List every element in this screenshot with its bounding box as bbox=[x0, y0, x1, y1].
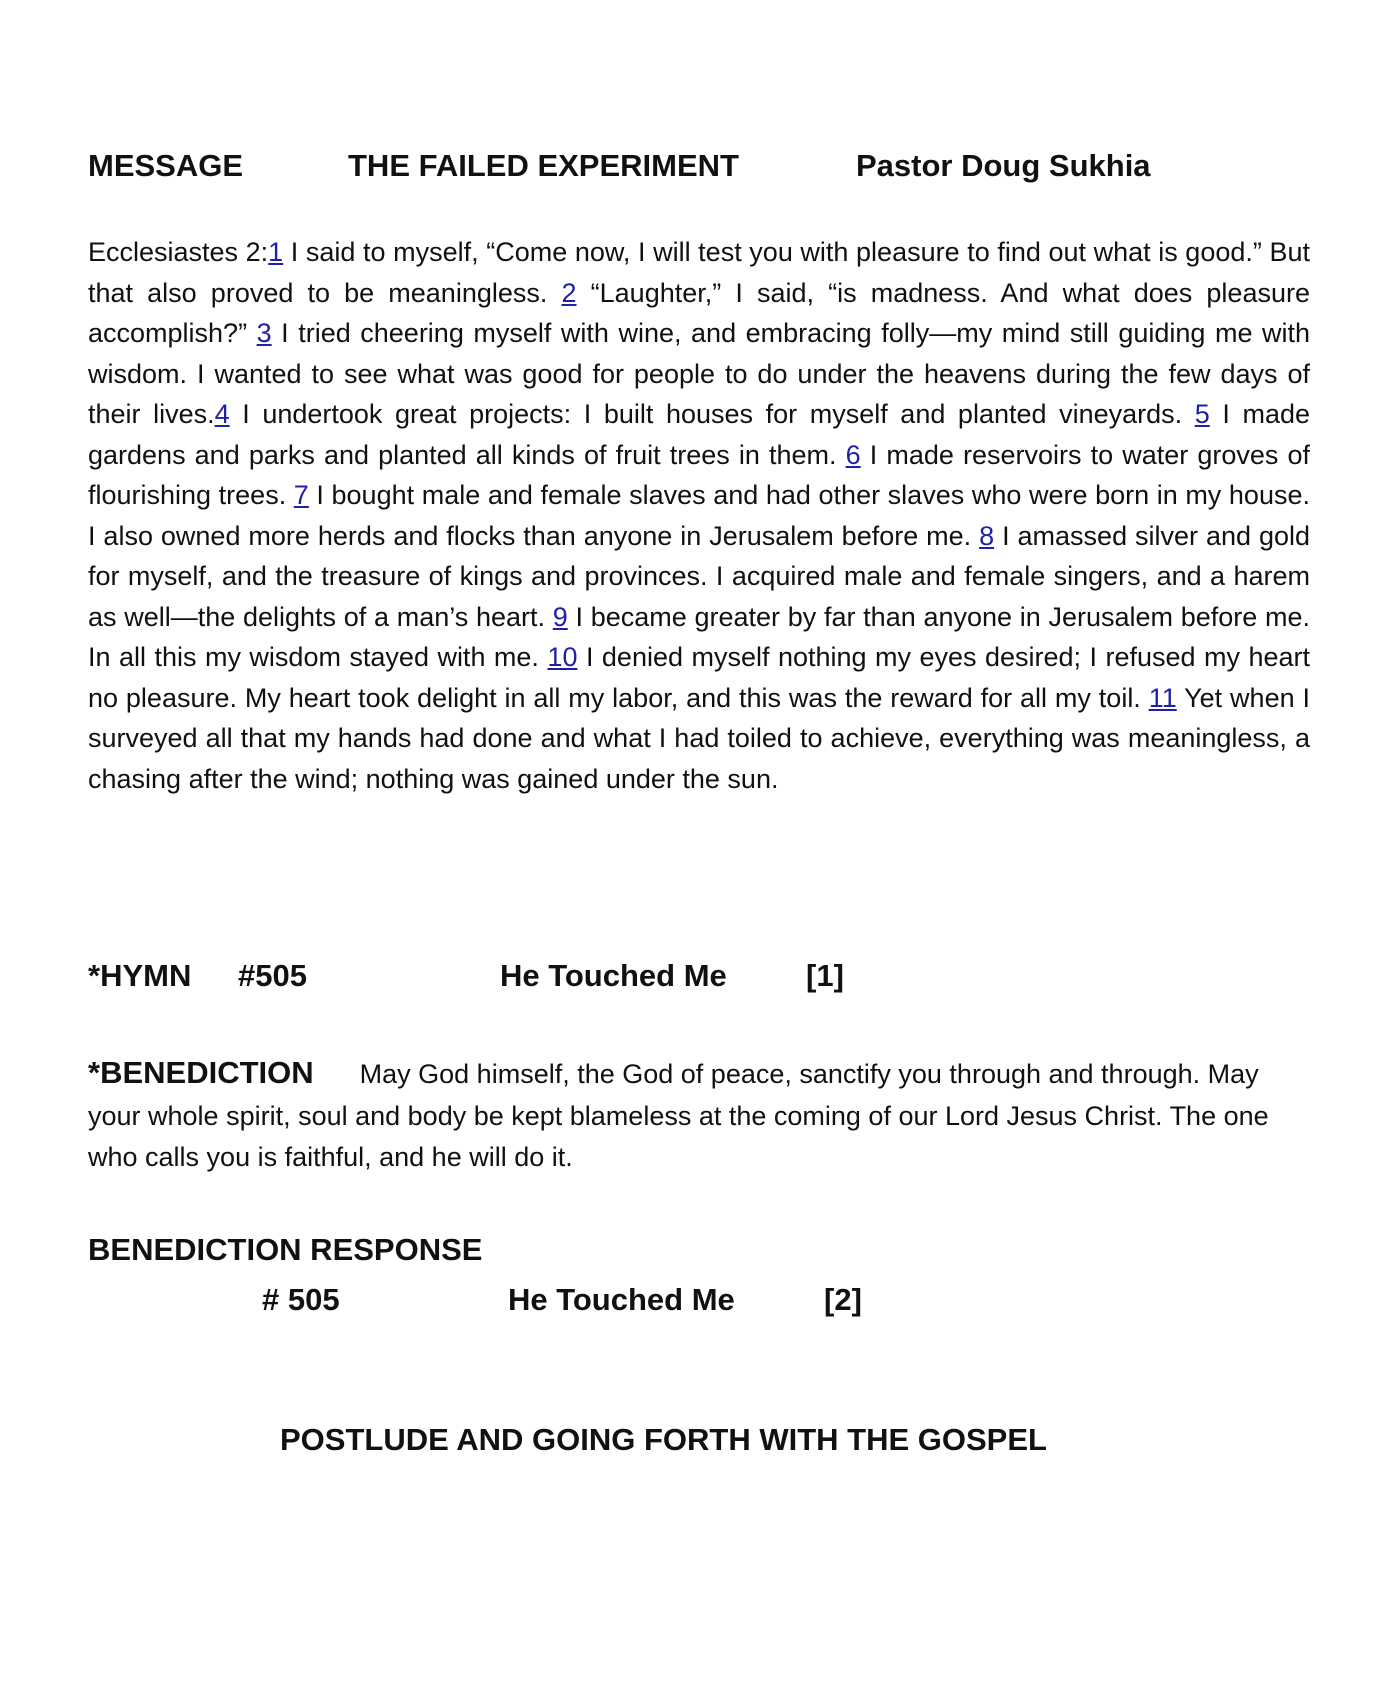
scripture-text: I bought male and female slaves and had other slaves who were born in my house. I also owned more herds and flocks than anyone in Jerusalem before me. bbox=[88, 480, 1310, 551]
verse-number-link[interactable]: 5 bbox=[1194, 399, 1210, 429]
scripture-text: I denied myself nothing my eyes desired; I refused my heart no pleasure. My heart took delight in all my labor, and this was the reward for all my toil. bbox=[88, 642, 1310, 713]
verse-number-link[interactable]: 8 bbox=[979, 520, 995, 551]
benediction-label: *BENEDICTION bbox=[88, 1055, 314, 1090]
verse-number-link[interactable]: 1 bbox=[268, 237, 284, 267]
verse-number-link[interactable]: 9 bbox=[552, 601, 568, 632]
scripture-text: I tried cheering myself with wine, and embracing folly—my mind still guiding me with wisdom. I wanted to see what was good for people to do under the heavens during the few days of their lives. bbox=[88, 318, 1311, 429]
scripture-text: I said to myself, “Come now, I will test you with pleasure to find out what is good.” But that also proved to be meaningless. bbox=[88, 237, 1310, 308]
hymn-row bbox=[88, 958, 988, 1002]
verse-number-link[interactable]: 4 bbox=[214, 399, 230, 429]
response-hymn-number: # 505 bbox=[262, 1282, 340, 1317]
verse-number-link[interactable]: 10 bbox=[547, 642, 578, 672]
hymn-title: He Touched Me bbox=[500, 958, 727, 993]
benediction-section bbox=[88, 1052, 1310, 1179]
message-title: THE FAILED EXPERIMENT bbox=[348, 148, 739, 183]
hymn-label: *HYMN bbox=[88, 958, 192, 993]
scripture-text: I undertook great projects: I built houses for myself and planted vineyards. bbox=[229, 399, 1195, 429]
scripture-text: I amassed silver and gold for myself, and the treasure of kings and provinces. I acquired male and female singers, and a harem as well—the delights of a man’s heart. bbox=[88, 520, 1310, 632]
hymn-verse: [1] bbox=[806, 958, 844, 993]
benediction-response-label: BENEDICTION RESPONSE bbox=[88, 1232, 483, 1267]
message-header bbox=[88, 148, 1318, 192]
scripture-text: “Laughter,” I said, “is madness. And what does pleasure accomplish?” bbox=[88, 277, 1310, 348]
hymn-number: #505 bbox=[238, 958, 307, 993]
scripture-text: I became greater by far than anyone in Jerusalem before me. In all this my wisdom stayed with me. bbox=[88, 601, 1310, 672]
scripture-text: I made gardens and parks and planted all kinds of fruit trees in them. bbox=[88, 399, 1310, 470]
postlude-heading: POSTLUDE AND GOING FORTH WITH THE GOSPEL bbox=[280, 1422, 1047, 1457]
verse-number-link[interactable]: 3 bbox=[256, 318, 272, 348]
response-hymn-verse: [2] bbox=[824, 1282, 862, 1317]
verse-number-link[interactable]: 6 bbox=[845, 439, 861, 470]
verse-number-link[interactable]: 11 bbox=[1148, 682, 1177, 713]
response-hymn-title: He Touched Me bbox=[508, 1282, 735, 1317]
scripture-text: Yet when I surveyed all that my hands had done and what I had toiled to achieve, everything was meaningless, a chasing after the wind; nothing was gained under the sun. bbox=[88, 682, 1310, 794]
scripture-passage bbox=[88, 232, 1310, 799]
benediction-response-row bbox=[88, 1282, 988, 1326]
message-speaker: Pastor Doug Sukhia bbox=[856, 148, 1151, 183]
message-label: MESSAGE bbox=[88, 148, 244, 183]
verse-number-link[interactable]: 7 bbox=[293, 480, 309, 510]
verse-number-link[interactable]: 2 bbox=[561, 277, 577, 308]
benediction-text: May God himself, the God of peace, sanctify you through and through. May your whole spirit, soul and body be kept blameless at the coming of our Lord Jesus Christ. The one who calls you is faithful, and he will do it. bbox=[88, 1059, 1269, 1172]
scripture-text: Ecclesiastes 2: bbox=[88, 237, 269, 267]
scripture-text: I made reservoirs to water groves of flourishing trees. bbox=[88, 439, 1310, 510]
